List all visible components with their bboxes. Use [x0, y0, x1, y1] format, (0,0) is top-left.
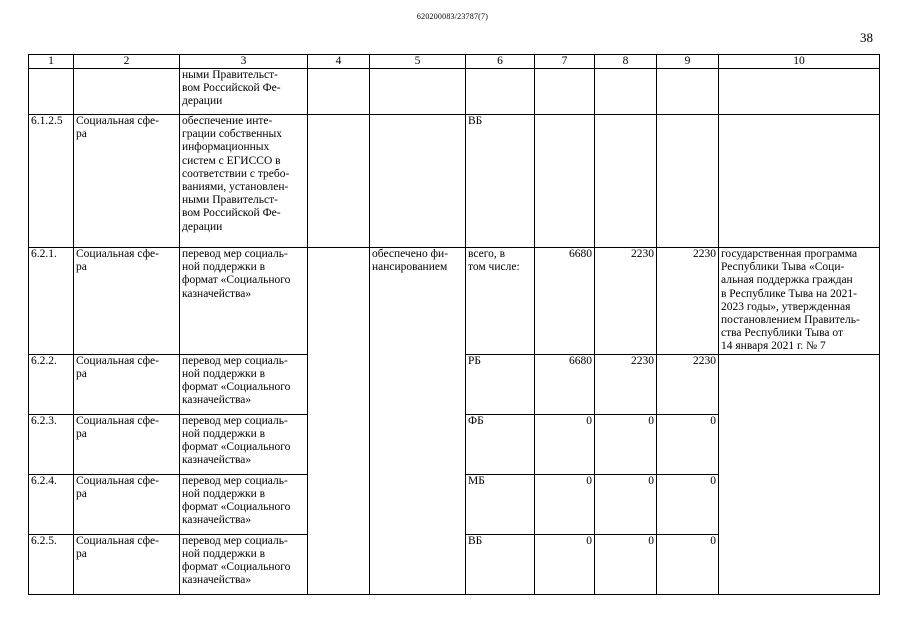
row-number: 6.2.1. — [29, 248, 74, 355]
row-description: перевод мер социаль- ной поддержки в формат «Социального казначейства» — [180, 248, 308, 355]
row-value-col8: 2230 — [595, 354, 657, 414]
col-10-empty — [719, 354, 880, 594]
row-funding-source: МБ — [466, 474, 535, 534]
row-value-col8: 0 — [595, 474, 657, 534]
row-value-col8: 2230 — [595, 248, 657, 355]
row-number: 6.2.4. — [29, 474, 74, 534]
table-row — [29, 69, 880, 115]
row-sphere: Социальная сфе- ра — [74, 115, 180, 248]
row-value-col8: 0 — [595, 534, 657, 594]
row-value-col9: 2230 — [657, 248, 719, 355]
row-value-col9: 0 — [657, 414, 719, 474]
data-table — [28, 54, 880, 595]
row-description: перевод мер социаль- ной поддержки в формат «Социального казначейства» — [180, 414, 308, 474]
header-col-1: 1 — [29, 55, 74, 69]
row-funding-source: ФБ — [466, 414, 535, 474]
header-col-8: 8 — [595, 55, 657, 69]
page-number: 38 — [860, 30, 873, 45]
row-value-col9: 2230 — [657, 354, 719, 414]
row-value-col7: 6680 — [535, 248, 595, 355]
row-value-col7: 0 — [535, 474, 595, 534]
header-col-5: 5 — [370, 55, 466, 69]
row-number: 6.2.2. — [29, 354, 74, 414]
row-sphere: Социальная сфе- ра — [74, 248, 180, 355]
table-row — [29, 115, 880, 248]
header-col-6: 6 — [466, 55, 535, 69]
row-sphere: Социальная сфе- ра — [74, 354, 180, 414]
row-sphere: Социальная сфе- ра — [74, 414, 180, 474]
row-number: 6.2.3. — [29, 414, 74, 474]
header-col-9: 9 — [657, 55, 719, 69]
row-funding-source: всего, в том числе: — [466, 248, 535, 355]
row-sphere: Социальная сфе- ра — [74, 474, 180, 534]
col-4-merged — [308, 248, 370, 595]
row-funding-source: ВБ — [466, 534, 535, 594]
row-description: перевод мер социаль- ной поддержки в формат «Социального казначейства» — [180, 354, 308, 414]
row-sphere: Социальная сфе- ра — [74, 534, 180, 594]
row-number: 6.2.5. — [29, 534, 74, 594]
row-value-col7: 0 — [535, 534, 595, 594]
row-value-col7: 0 — [535, 414, 595, 474]
program-reference: государственная программа Республики Тыва «Соци- альная поддержка граждан в Республике Тыва на 2021- 2023 годы», утвержденная постановлением Правитель- ства Республики Тыва от 14 января 2021 г. № 7 — [719, 248, 880, 355]
header-col-2: 2 — [74, 55, 180, 69]
row-description: перевод мер социаль- ной поддержки в формат «Социального казначейства» — [180, 474, 308, 534]
row-value-col8: 0 — [595, 414, 657, 474]
row-cont-description: ными Правительст- вом Российской Фе- дерации — [180, 69, 308, 115]
table-row — [29, 248, 880, 355]
row-funding-source: ВБ — [466, 115, 535, 248]
header-col-7: 7 — [535, 55, 595, 69]
status-merged: обеспечено фи- нансированием — [370, 248, 466, 595]
row-value-col9: 0 — [657, 534, 719, 594]
document-code: 620200083/23787(7) — [416, 12, 489, 21]
row-description: обеспечение инте- грации собственных информационных систем с ЕГИССО в соответствии с требо- ваниями, установлен- ными Правительст- вом Российской Фе- дерации — [180, 115, 308, 248]
row-value-col9: 0 — [657, 474, 719, 534]
row-value-col7: 6680 — [535, 354, 595, 414]
row-funding-source: РБ — [466, 354, 535, 414]
header-col-4: 4 — [308, 55, 370, 69]
row-number: 6.1.2.5 — [29, 115, 74, 248]
header-col-10: 10 — [719, 55, 880, 69]
header-col-3: 3 — [180, 55, 308, 69]
row-description: перевод мер социаль- ной поддержки в формат «Социального казначейства» — [180, 534, 308, 594]
header-row — [29, 55, 880, 69]
